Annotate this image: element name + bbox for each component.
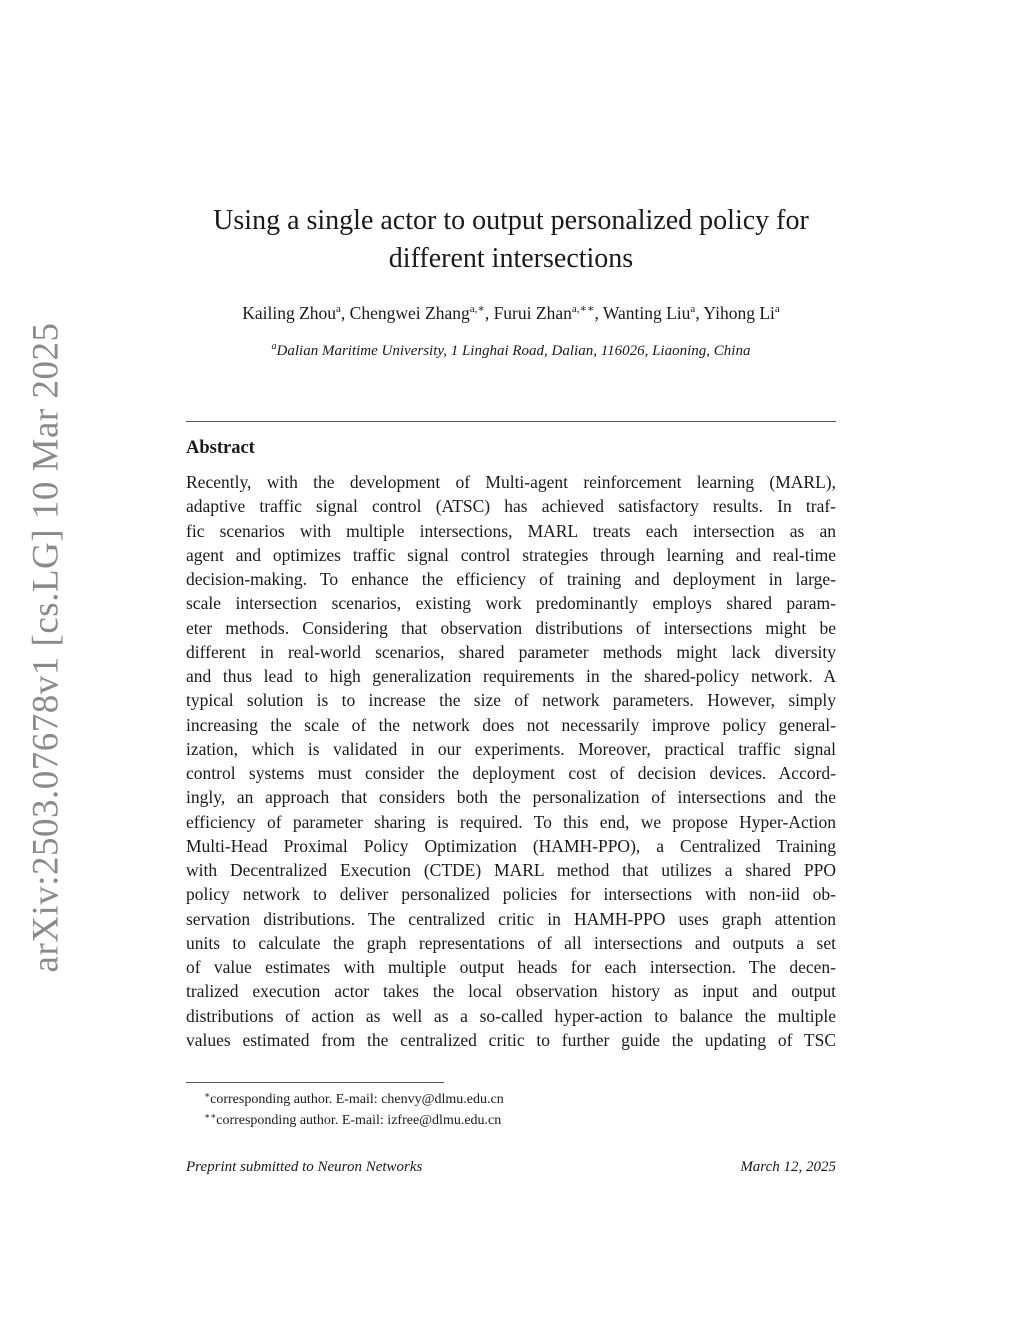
abstract-line: units to calculate the graph representations of all intersections and outputs a set: [186, 932, 836, 953]
abstract-line: fic scenarios with multiple intersections, MARL treats each intersection as an: [186, 520, 836, 541]
abstract-line: increasing the scale of the network does not necessarily improve policy general-: [186, 714, 836, 735]
paper-title-line-1: Using a single actor to output personalized policy for: [213, 205, 809, 236]
abstract-line: ization, which is validated in our experiments. Moreover, practical traffic signal: [186, 738, 836, 759]
abstract-line: typical solution is to increase the size of network parameters. However, simply: [186, 690, 836, 711]
author-name: Kailing Zhou: [242, 303, 337, 323]
abstract-line: and thus lead to high generalization requirements in the shared-policy network. A: [186, 666, 836, 686]
abstract-line: control systems must consider the deployment cost of decision devices. Accord-: [186, 763, 836, 783]
abstract-line: with Decentralized Execution (CTDE) MARL method that utilizes a shared PPO: [186, 860, 836, 880]
abstract-heading: Abstract: [186, 438, 255, 458]
affiliation-marker: a: [271, 341, 277, 352]
abstract-line: decision-making. To enhance the efficiency of training and deployment in large-: [186, 569, 836, 589]
abstract-line: distributions of action as well as a so-called hyper-action to balance the multiple: [186, 1005, 836, 1026]
author-affiliation-marker: a,∗∗: [571, 303, 595, 315]
abstract-line: policy network to deliver personalized policies for intersections with non-iid ob-: [186, 884, 836, 905]
footnotes: [204, 1089, 504, 1131]
abstract-line: Multi-Head Proximal Policy Optimization (HAMH-PPO), a Centralized Training: [186, 835, 836, 856]
arxiv-identifier-stamp: [16, 322, 76, 972]
abstract-line: servation distributions. The centralized critic in HAMH-PPO uses graph attention: [186, 908, 836, 929]
abstract-body: [186, 470, 836, 1052]
author-affiliation-marker: a,∗: [469, 303, 485, 315]
abstract-line: agent and optimizes traffic signal control strategies through learning and real-time: [186, 544, 836, 565]
author-name: Yihong Li: [703, 303, 775, 323]
author-affiliation-marker: a: [774, 303, 780, 315]
author-name: Wanting Liu: [602, 303, 691, 323]
abstract-line: values estimated from the centralized critic to further guide the updating of TSC: [186, 1029, 836, 1050]
footnote-text: corresponding author. E-mail: chenvy@dlmu.edu.cn: [210, 1092, 504, 1107]
affiliation: [186, 343, 836, 360]
affiliation-text: Dalian Maritime University, 1 Linghai Road, Dalian, 116026, Liaoning, China: [276, 343, 751, 359]
footnote: [204, 1110, 504, 1131]
arxiv-identifier-text: arXiv:2503.07678v1 [cs.LG] 10 Mar 2025: [25, 322, 67, 972]
preprint-date: March 12, 2025: [740, 1159, 836, 1175]
author-separator: ,: [594, 303, 603, 323]
footnote-text: corresponding author. E-mail: izfree@dlmu.edu.cn: [216, 1113, 502, 1128]
author-name: Furui Zhan: [493, 303, 572, 323]
footnote-marker: ∗∗: [204, 1111, 217, 1121]
abstract-line: tralized execution actor takes the local observation history as input and output: [186, 981, 836, 1002]
header-divider: [186, 421, 836, 422]
author-separator: ,: [695, 303, 704, 323]
paper-title-line-2: different intersections: [388, 243, 634, 274]
author-affiliation-marker: a: [336, 303, 341, 315]
author-separator: ,: [340, 303, 350, 323]
abstract-line: efficiency of parameter sharing is required. To this end, we propose Hyper-Action: [186, 811, 836, 832]
abstract-line: of value estimates with multiple output heads for each intersection. The decen-: [186, 957, 836, 977]
abstract-line: ingly, an approach that considers both the personalization of intersections and the: [186, 787, 836, 808]
footnote-divider: [186, 1082, 444, 1083]
paper-title: [186, 202, 836, 278]
preprint-note: Preprint submitted to Neuron Networks: [186, 1159, 423, 1175]
footnote-marker: ∗: [204, 1090, 211, 1100]
author-affiliation-marker: a: [690, 303, 696, 315]
author-list: [186, 303, 836, 324]
abstract-line: scale intersection scenarios, existing work predominantly employs shared param-: [186, 593, 836, 614]
author-separator: ,: [484, 303, 494, 323]
abstract-line: Recently, with the development of Multi-agent reinforcement learning (MARL),: [186, 472, 836, 492]
abstract-line: eter methods. Considering that observation distributions of intersections might be: [186, 617, 836, 638]
abstract-line: adaptive traffic signal control (ATSC) has achieved satisfactory results. In traf-: [186, 496, 836, 517]
abstract-line: different in real-world scenarios, shared parameter methods might lack diversity: [186, 641, 836, 662]
footnote: [204, 1089, 504, 1110]
author-name: Chengwei Zhang: [349, 303, 470, 323]
